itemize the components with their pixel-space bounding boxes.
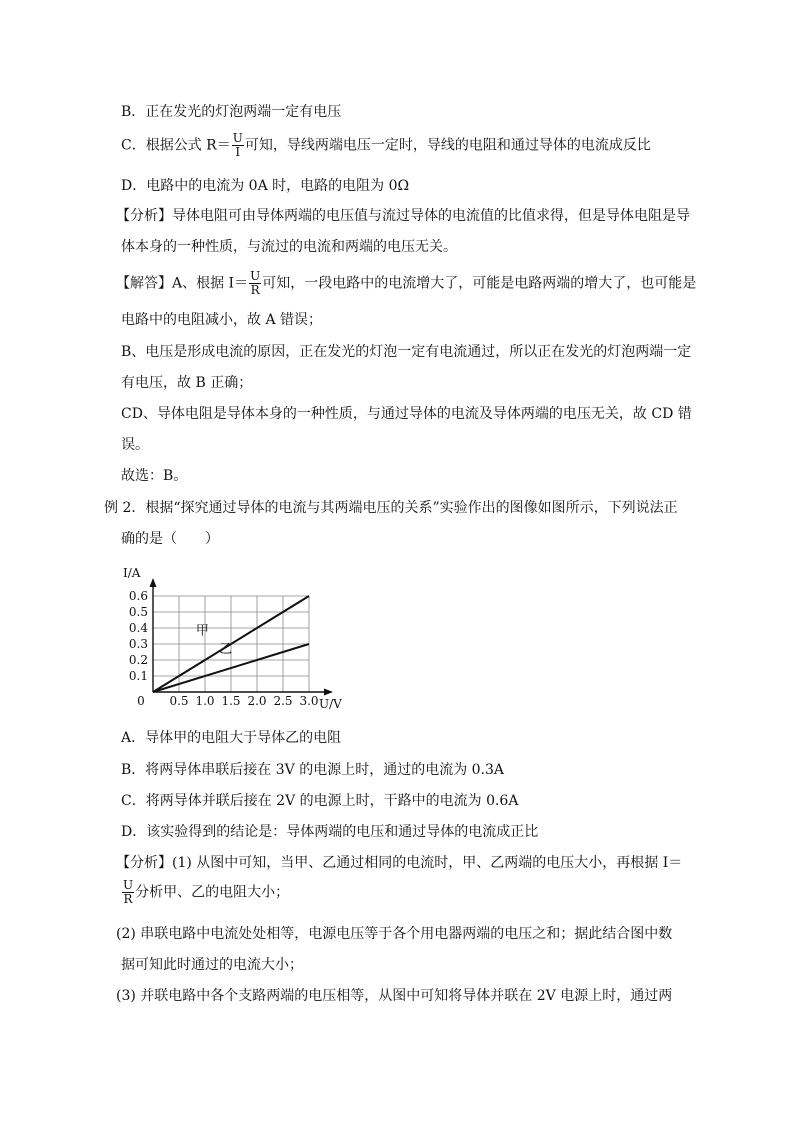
option-a-2: A．导体甲的电阻大于导体乙的电阻 (121, 730, 342, 746)
option-d: D．电路中的电流为 0A 时，电路的电阻为 0Ω (121, 178, 410, 194)
choose-answer-1: 故选：B。 (121, 468, 188, 484)
y-tick-label: 0.3 (128, 637, 148, 651)
analysis-1-line-2: 体本身的一种性质，与流过的电流和两端的电压无关。 (121, 239, 457, 255)
option-c (121, 132, 651, 159)
y-tick-label: 0.5 (128, 605, 148, 619)
x-tick-label: 1.0 (195, 694, 215, 708)
x-tick-label: 0.5 (169, 694, 189, 708)
option-c-2: C．将两导体并联后接在 2V 的电源上时，干路中的电流为 0.6A (121, 793, 519, 809)
fraction-numerator: U (250, 269, 261, 283)
option-d-2: D．该实验得到的结论是：导体两端的电压和通过导体的电流成正比 (121, 824, 539, 840)
fraction-denominator: R (250, 283, 260, 297)
current-voltage-chart (118, 560, 342, 718)
y-axis-label: I/A (123, 566, 141, 580)
answer-1-prefix: 【解答】A、根据 I＝ (116, 275, 249, 292)
answer-1-line-1 (116, 270, 696, 297)
analysis-2-line-2-text: 分析甲、乙的电阻大小； (135, 884, 290, 901)
example-2-line-2: 确的是（ ） (121, 531, 219, 547)
option-c-prefix: C．根据公式 R＝ (121, 137, 231, 154)
fraction-numerator: U (232, 131, 243, 145)
analysis-2-line-5: (3) 并联电路中各个支路两端的电压相等，从图中可知将导体并联在 2V 电源上时，通过两 (116, 988, 673, 1004)
formula-fraction (232, 132, 244, 159)
answer-1-suffix: 可知，一段电路中的电流增大了，可能是电路两端的增大了，也可能是 (262, 275, 697, 292)
analysis-2-line-2 (121, 879, 289, 906)
series-label-jia: 甲 (195, 623, 209, 639)
y-tick-label: 0.1 (128, 669, 148, 683)
y-tick-label: 0.4 (128, 621, 148, 635)
answer-1-line-3: B、电压是形成电流的原因，正在发光的灯泡一定有电流通过，所以正在发光的灯泡两端一定 (121, 344, 692, 360)
origin-label: 0 (137, 694, 145, 708)
fraction-numerator: U (123, 878, 134, 892)
x-tick-label: 3.0 (299, 694, 319, 708)
analysis-1-line-1: 【分析】导体电阻可由导体两端的电压值与流过导体的电流值的比值求得，但是导体电阻是导 (116, 208, 690, 224)
answer-1-line-4: 有电压，故 B 正确； (121, 375, 253, 391)
analysis-2-line-3: (2) 串联电路中电流处处相等，电源电压等于各个用电器两端的电压之和；据此结合图中数 (116, 926, 673, 942)
answer-1-line-2: 电路中的电阻减小，故 A 错误； (121, 312, 323, 328)
x-tick-label: 2.0 (247, 694, 267, 708)
answer-1-line-5: CD、导体电阻是导体本身的一种性质，与通过导体的电流及导体两端的电压无关，故 CD 错 (121, 406, 692, 422)
fraction-denominator: R (123, 892, 133, 906)
analysis-2-line-4: 据可知此时通过的电流大小； (121, 957, 303, 973)
y-tick-label: 0.2 (128, 653, 148, 667)
option-c-suffix: 可知，导线两端电压一定时，导线的电阻和通过导体的电流成反比 (244, 137, 651, 154)
fraction-denominator: I (235, 145, 241, 159)
y-tick-label: 0.6 (128, 589, 148, 603)
example-2-line-1: 例 2．根据“探究通过导体的电流与其两端电压的关系”实验作出的图像如图所示，下列说法正 (104, 500, 678, 516)
option-b: B．正在发光的灯泡两端一定有电压 (121, 104, 342, 120)
option-b-2: B．将两导体串联后接在 3V 的电源上时，通过的电流为 0.3A (121, 762, 505, 778)
analysis-2-line-1: 【分析】(1) 从图中可知，当甲、乙通过相同的电流时，甲、乙两端的电压大小，再根据 I＝ (116, 855, 683, 871)
x-axis-arrow (324, 689, 333, 696)
answer-1-line-6: 误。 (121, 437, 149, 453)
x-axis-label: U/V (319, 697, 342, 711)
y-axis-arrow (150, 578, 157, 587)
series-label-yi: 乙 (219, 641, 233, 657)
x-tick-label: 2.5 (273, 694, 293, 708)
formula-fraction (122, 879, 134, 906)
formula-fraction (249, 270, 261, 297)
x-tick-label: 1.5 (221, 694, 241, 708)
